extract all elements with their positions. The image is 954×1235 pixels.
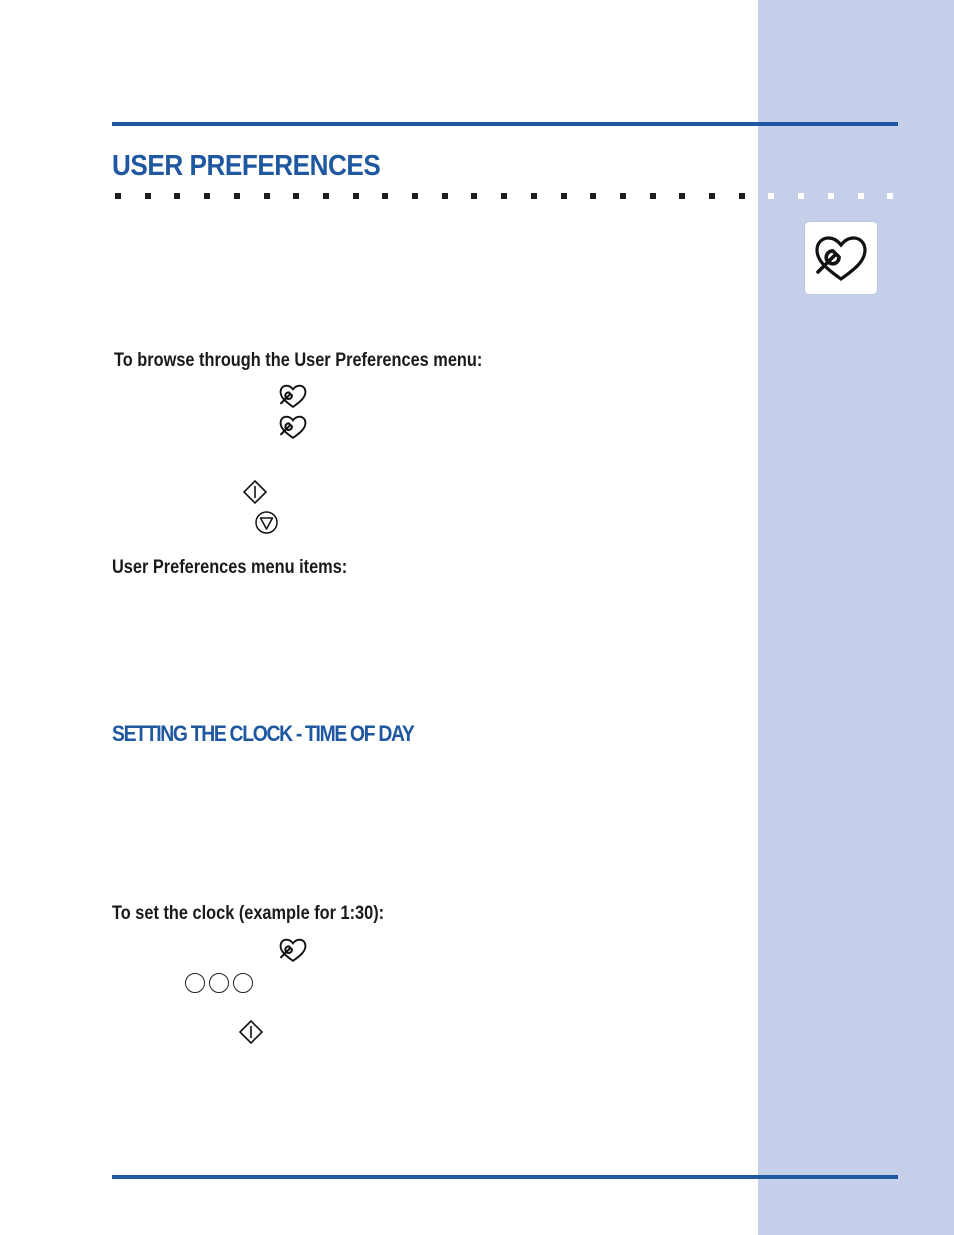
bottom-rule — [112, 1175, 898, 1179]
divider-dot — [858, 193, 864, 199]
start-key-icon — [238, 1019, 264, 1045]
divider-dot — [442, 193, 448, 199]
divider-dot — [382, 193, 388, 199]
divider-dot — [679, 193, 685, 199]
user-preferences-key-icon — [277, 936, 309, 964]
divider-dot — [501, 193, 507, 199]
divider-dot — [115, 193, 121, 199]
divider-dot — [412, 193, 418, 199]
divider-dot — [531, 193, 537, 199]
divider-dot — [174, 193, 180, 199]
browse-heading: To browse through the User Preferences menu: — [114, 350, 483, 371]
user-preferences-key-icon — [277, 382, 309, 410]
clock-section-title: SETTING THE CLOCK - TIME OF DAY — [112, 721, 414, 746]
divider-dot — [590, 193, 596, 199]
divider-dot — [293, 193, 299, 199]
divider-dot — [145, 193, 151, 199]
divider-dot — [798, 193, 804, 199]
divider-dot — [264, 193, 270, 199]
divider-dot — [828, 193, 834, 199]
divider-dot — [739, 193, 745, 199]
divider-dot — [887, 193, 893, 199]
divider-dot — [768, 193, 774, 199]
divider-dot — [204, 193, 210, 199]
menu-items-heading: User Preferences menu items: — [112, 557, 348, 578]
user-preferences-key-icon — [277, 413, 309, 441]
top-rule — [112, 122, 898, 126]
down-arrow-key-icon — [254, 510, 279, 535]
wrench-heart-icon — [811, 231, 871, 285]
number-key-circle-icon — [233, 973, 253, 993]
number-key-circle-icon — [185, 973, 205, 993]
set-clock-heading: To set the clock (example for 1:30): — [112, 903, 385, 924]
number-key-circle-icon — [209, 973, 229, 993]
divider-dot — [234, 193, 240, 199]
start-key-icon — [242, 479, 268, 505]
divider-dot — [323, 193, 329, 199]
divider-dot — [709, 193, 715, 199]
divider-dot — [620, 193, 626, 199]
divider-dot — [561, 193, 567, 199]
divider-dot — [353, 193, 359, 199]
sidebar-tab-icon — [805, 222, 877, 294]
dotted-divider — [112, 193, 902, 201]
page-title: USER PREFERENCES — [112, 150, 381, 182]
divider-dot — [471, 193, 477, 199]
page-sidebar-band — [758, 0, 954, 1235]
divider-dot — [650, 193, 656, 199]
